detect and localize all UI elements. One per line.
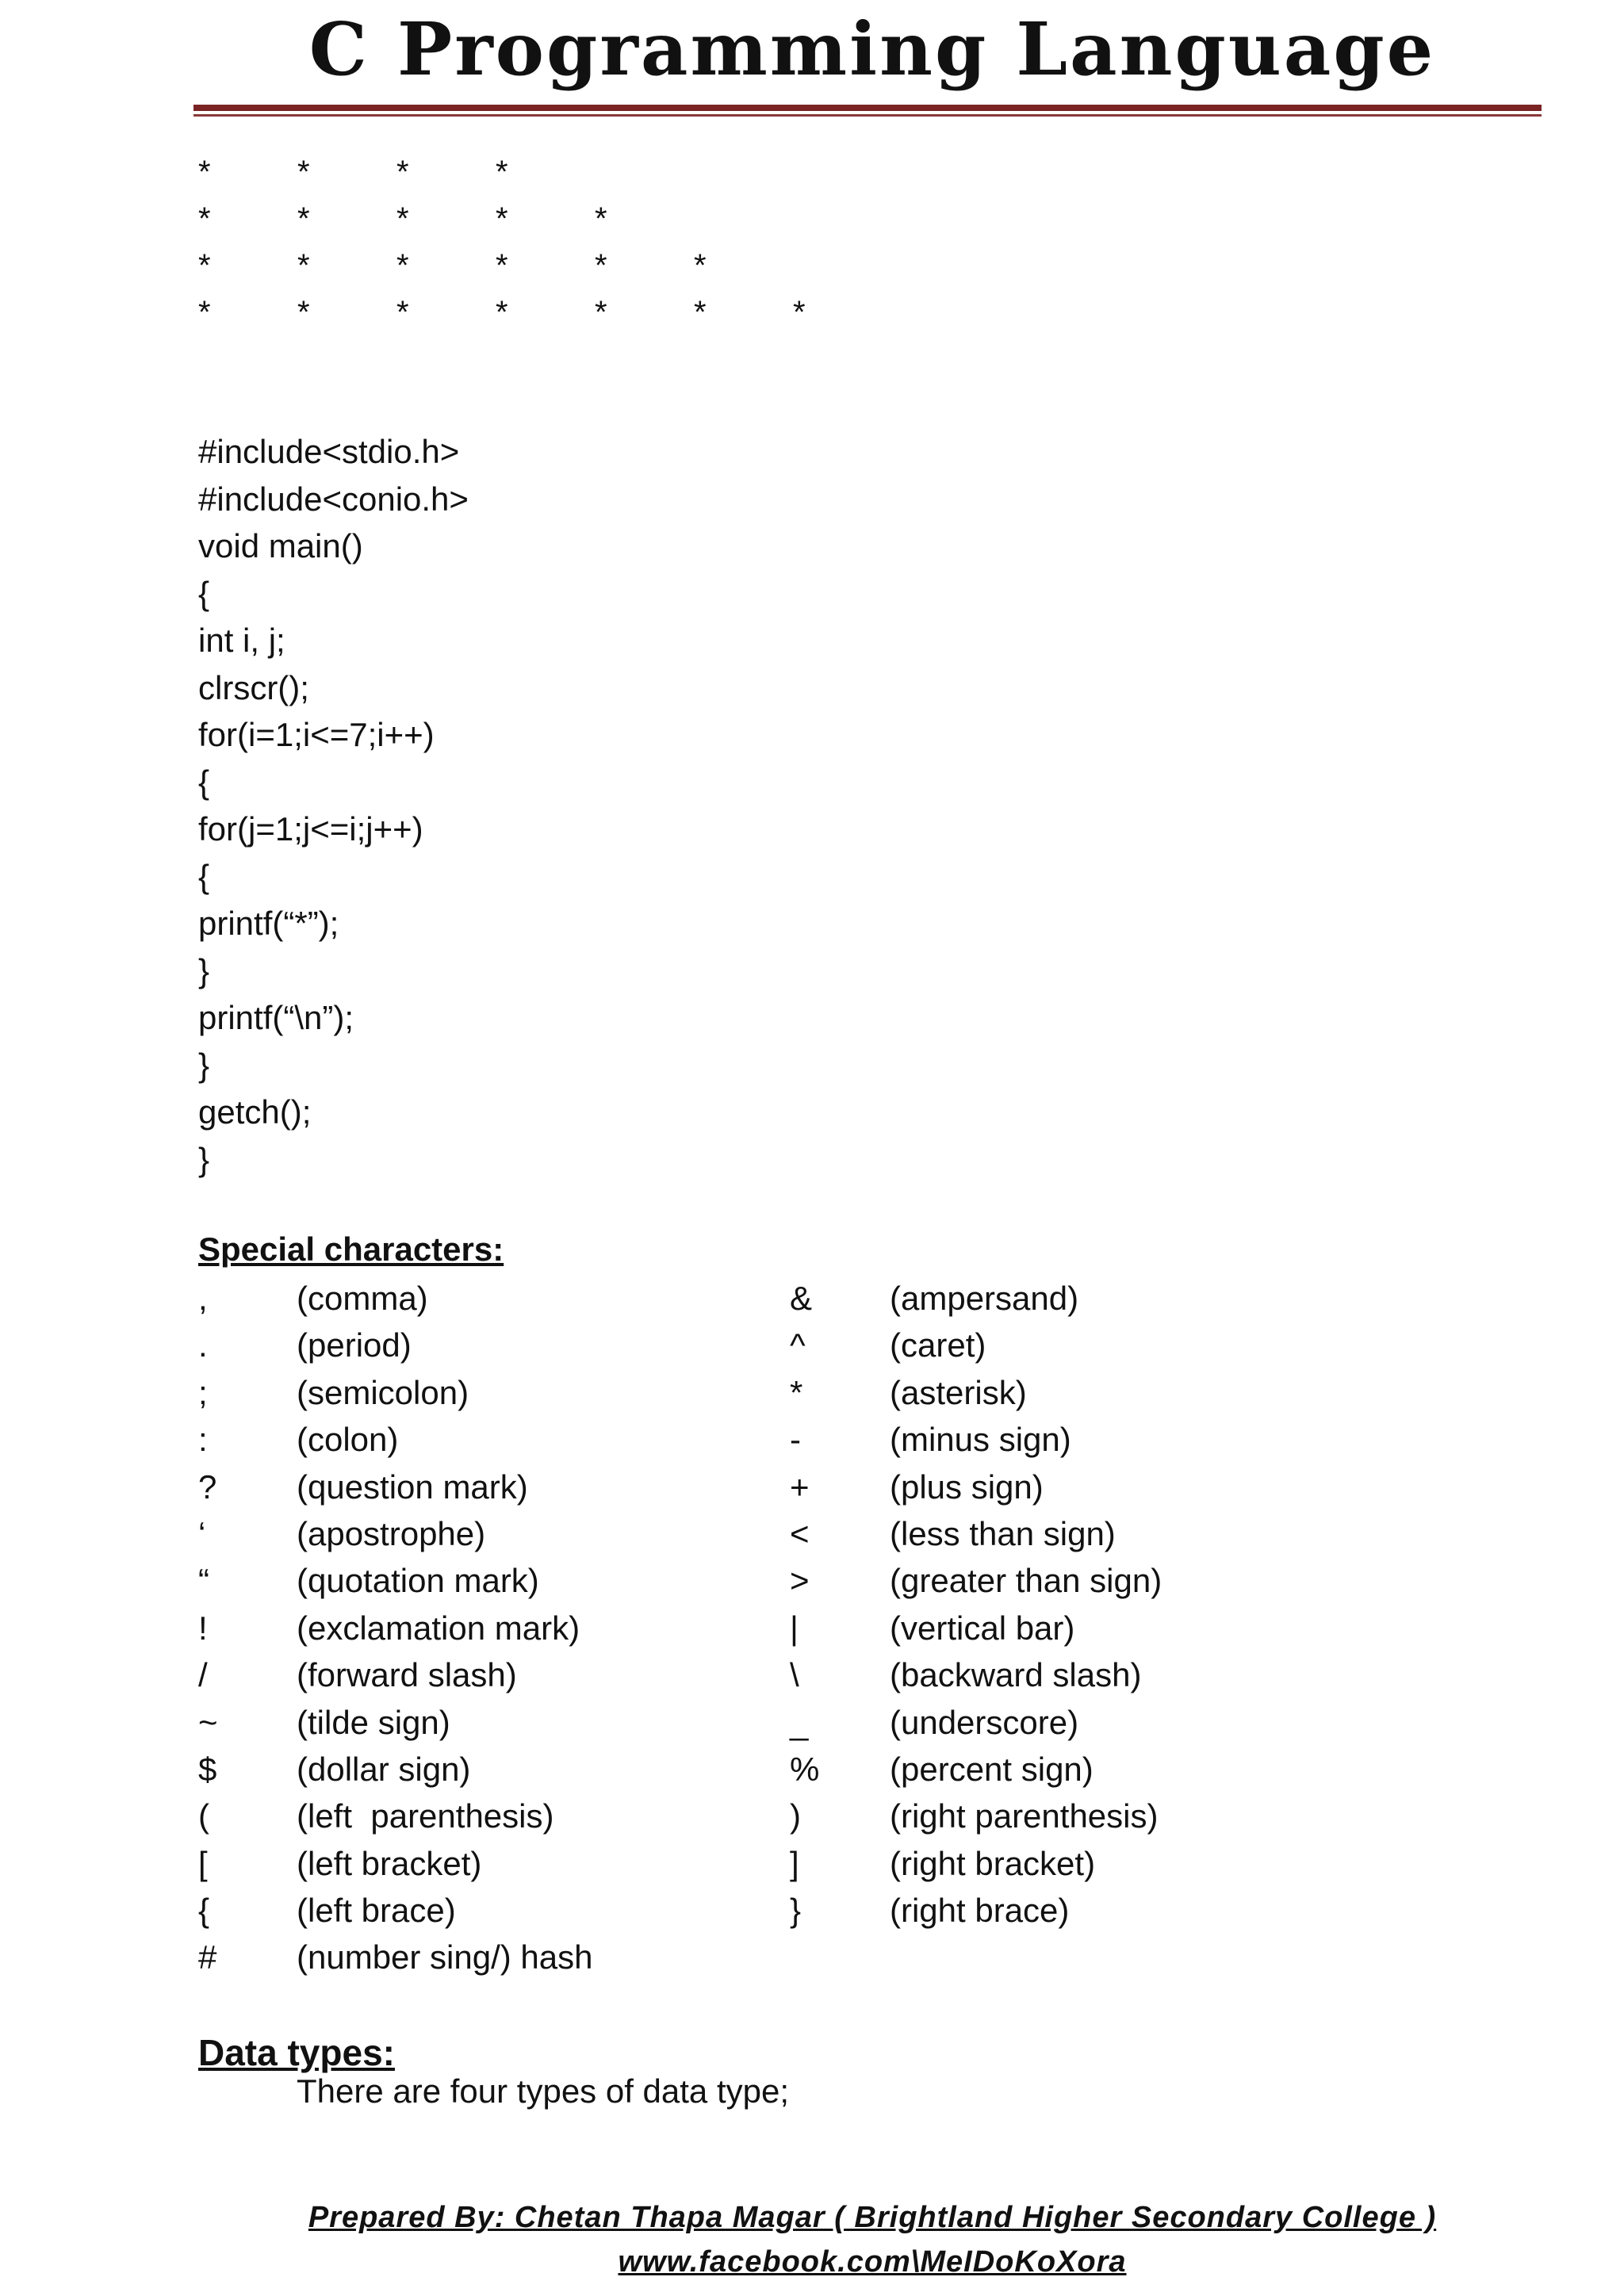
char-name: (period)	[297, 1326, 412, 1364]
code-line: getch();	[198, 1093, 312, 1131]
char-symbol: !	[198, 1609, 208, 1647]
star: *	[595, 201, 607, 236]
char-name: (right bracket)	[890, 1844, 1096, 1882]
char-symbol: \	[790, 1656, 799, 1694]
char-symbol: >	[790, 1562, 810, 1600]
char-name: (ampersand)	[890, 1280, 1079, 1317]
star: *	[496, 201, 508, 236]
code-line: void main()	[198, 527, 363, 564]
char-name: (left brace)	[297, 1892, 456, 1930]
char-symbol: <	[790, 1514, 810, 1552]
star: *	[694, 248, 707, 283]
char-name: (greater than sign)	[890, 1562, 1162, 1600]
char-name: (number sing/) hash	[297, 1938, 593, 1976]
char-name: (dollar sign)	[297, 1750, 471, 1788]
char-name: (comma)	[297, 1280, 428, 1317]
code-line: }	[198, 951, 210, 989]
code-line: for(i=1;i<=7;i++)	[198, 716, 435, 753]
char-name: (minus sign)	[890, 1421, 1071, 1459]
char-symbol: ]	[790, 1844, 799, 1882]
char-symbol: %	[790, 1750, 820, 1788]
code-line: for(j=1;j<=i;j++)	[198, 810, 423, 848]
char-name: (plus sign)	[890, 1468, 1044, 1506]
data-types-heading: Data types:	[198, 2032, 395, 2073]
char-symbol: ?	[198, 1468, 217, 1506]
page-title: C Programming Language	[308, 6, 1436, 92]
code-line: }	[198, 1140, 210, 1178]
code-line: clrscr();	[198, 668, 309, 706]
char-symbol: ‘	[198, 1514, 206, 1552]
code-line: {	[198, 574, 210, 612]
char-symbol: )	[790, 1797, 801, 1835]
char-name: (question mark)	[297, 1468, 528, 1506]
char-name: (backward slash)	[890, 1656, 1142, 1694]
char-symbol: -	[790, 1421, 801, 1459]
star: *	[793, 295, 806, 330]
star: *	[297, 248, 310, 283]
char-name: (caret)	[890, 1326, 986, 1364]
star: *	[595, 295, 607, 330]
char-symbol: &	[790, 1280, 813, 1317]
star: *	[496, 248, 508, 283]
char-name: (left bracket)	[297, 1844, 482, 1882]
code-line: printf(“*”);	[198, 905, 339, 942]
star: *	[496, 295, 508, 330]
char-name: (apostrophe)	[297, 1514, 486, 1552]
footer-credit: Prepared By: Chetan Thapa Magar ( Brightland Higher Secondary College )	[308, 2201, 1437, 2234]
char-name: (quotation mark)	[297, 1562, 539, 1600]
star: *	[297, 295, 310, 330]
char-symbol: *	[790, 1373, 803, 1411]
star: *	[396, 155, 409, 189]
star: *	[198, 201, 211, 236]
special-characters-heading: Special characters:	[198, 1230, 504, 1268]
char-symbol: (	[198, 1797, 209, 1835]
char-symbol: ,	[198, 1280, 208, 1317]
char-name: (semicolon)	[297, 1373, 469, 1411]
star: *	[595, 248, 607, 283]
char-name: (less than sign)	[890, 1514, 1116, 1552]
char-symbol: #	[198, 1938, 217, 1976]
star: *	[396, 201, 409, 236]
code-line: {	[198, 763, 210, 801]
code-line: int i, j;	[198, 622, 285, 659]
char-name: (right brace)	[890, 1892, 1070, 1930]
char-name: (underscore)	[890, 1703, 1079, 1741]
star: *	[396, 295, 409, 330]
char-symbol: /	[198, 1656, 208, 1694]
char-name: (forward slash)	[297, 1656, 517, 1694]
char-symbol: ^	[790, 1326, 806, 1364]
title-rule	[193, 105, 1542, 111]
code-line: printf(“\n”);	[198, 999, 354, 1036]
char-symbol: +	[790, 1468, 810, 1506]
char-name: (percent sign)	[890, 1750, 1094, 1788]
char-symbol: :	[198, 1421, 208, 1459]
star: *	[396, 248, 409, 283]
char-symbol: $	[198, 1750, 217, 1788]
char-name: (exclamation mark)	[297, 1609, 580, 1647]
char-symbol: {	[198, 1892, 210, 1930]
star: *	[297, 155, 310, 189]
code-block	[198, 428, 469, 1183]
char-name: (asterisk)	[890, 1373, 1027, 1411]
code-line: }	[198, 1046, 210, 1084]
char-symbol: ~	[198, 1703, 218, 1741]
char-name: (right parenthesis)	[890, 1797, 1159, 1835]
footer-link[interactable]: www.facebook.com\MeIDoKoXora	[618, 2245, 1127, 2279]
code-line: {	[198, 857, 210, 895]
code-line: #include<stdio.h>	[198, 433, 460, 470]
char-symbol: }	[790, 1892, 802, 1930]
title-rule-thin	[193, 114, 1542, 117]
star: *	[297, 201, 310, 236]
char-symbol: _	[790, 1703, 809, 1741]
char-name: (vertical bar)	[890, 1609, 1075, 1647]
star: *	[694, 295, 707, 330]
star: *	[198, 155, 211, 189]
star: *	[198, 295, 211, 330]
char-symbol: .	[198, 1326, 208, 1364]
star: *	[496, 155, 508, 189]
star: *	[198, 248, 211, 283]
char-symbol: |	[790, 1609, 799, 1647]
char-name: (left parenthesis)	[297, 1797, 554, 1835]
char-symbol: [	[198, 1844, 208, 1882]
char-symbol: ;	[198, 1373, 208, 1411]
char-name: (tilde sign)	[297, 1703, 450, 1741]
char-symbol: “	[198, 1562, 209, 1600]
code-line: #include<conio.h>	[198, 480, 469, 518]
data-types-text: There are four types of data type;	[297, 2072, 790, 2110]
char-name: (colon)	[297, 1421, 399, 1459]
